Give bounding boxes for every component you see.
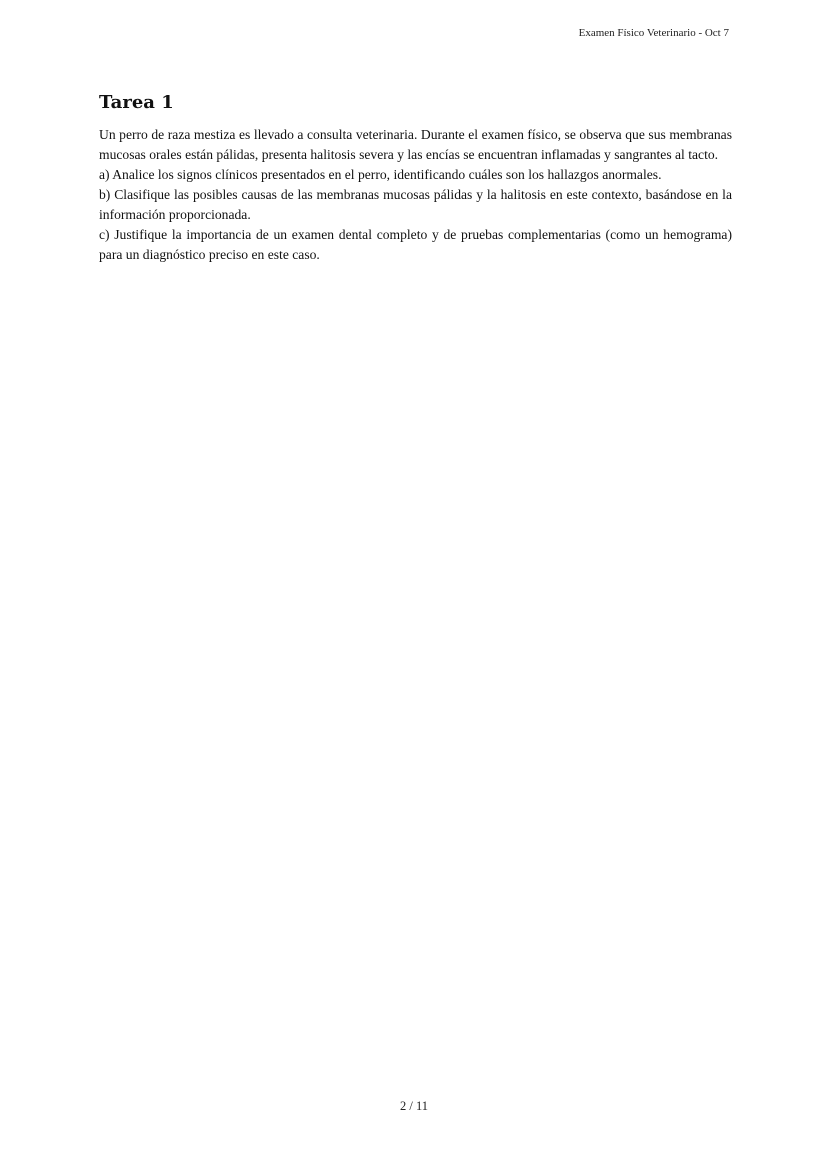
running-header: Examen Físico Veterinario - Oct 7 [578,27,729,39]
task-intro: Un perro de raza mestiza es llevado a consulta veterinaria. Durante el examen físico, se observa que sus membranas mucosas orales están pálidas, presenta halitosis severa y las encías se encuentran inflamadas y sangrantes al tacto. [99,127,732,162]
page-number: 2 / 11 [399,1099,428,1113]
task-item-c: c) Justifique la importancia de un examen dental completo y de pruebas complementarias (como un hemograma) para un diagnóstico preciso en este caso. [99,227,732,262]
task-item-b: b) Clasifique las posibles causas de las membranas mucosas pálidas y la halitosis en este contexto, basándose en la información proporcionada. [99,187,732,222]
task-item-a: a) Analice los signos clínicos presentados en el perro, identificando cuáles son los hallazgos anormales. [99,167,662,182]
task-section [99,92,732,265]
task-title: Tarea 1 [99,92,174,113]
